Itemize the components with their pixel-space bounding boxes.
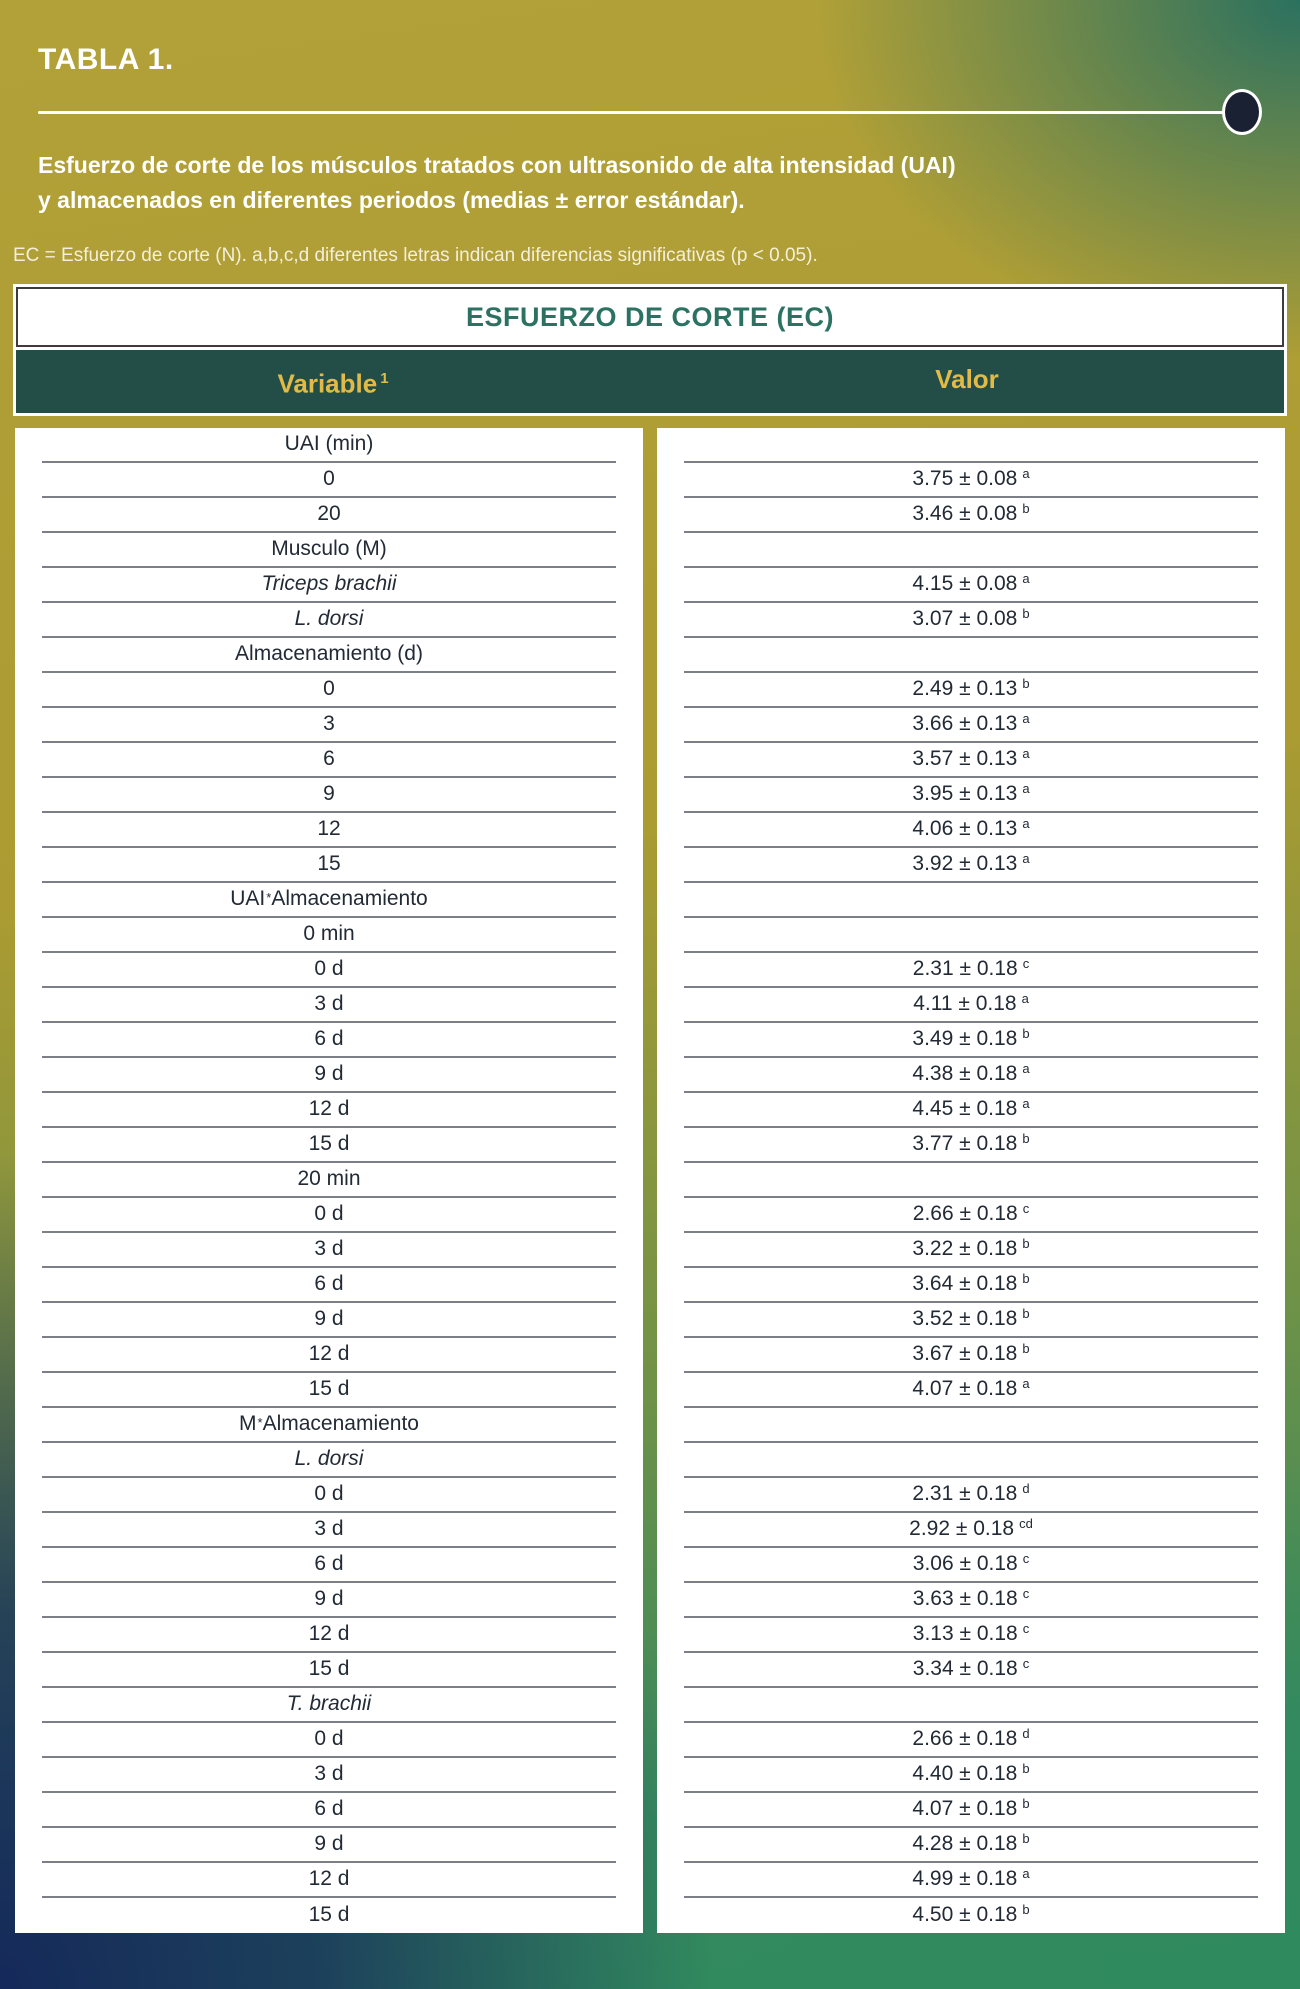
significance-letter: a	[1021, 990, 1029, 1006]
variable-cell: 15 d	[308, 1903, 350, 1927]
value-cell: 3.34 ± 0.18 c	[684, 1653, 1258, 1688]
variable-cell: Almacenamiento (d)	[42, 638, 616, 673]
significance-letter: d	[1022, 1725, 1030, 1741]
table-header-box	[13, 284, 1287, 416]
table-label: TABLA 1.	[38, 43, 174, 76]
variable-cell: 12 d	[42, 1093, 616, 1128]
value-cell: 4.40 ± 0.18 b	[684, 1758, 1258, 1793]
variable-cell: 9 d	[42, 1583, 616, 1618]
variable-cell: 6 d	[42, 1548, 616, 1583]
value-cell: 3.67 ± 0.18 b	[684, 1338, 1258, 1373]
variable-cell: 9 d	[42, 1058, 616, 1093]
variable-cell: M * Almacenamiento	[42, 1408, 616, 1443]
significance-letter: c	[1022, 1200, 1030, 1216]
variable-cell: 6	[42, 743, 616, 778]
significance-letter: a	[1022, 465, 1030, 481]
significance-letter: b	[1022, 605, 1030, 621]
value-cell: 3.77 ± 0.18 b	[684, 1128, 1258, 1163]
value-cell: 4.28 ± 0.18 b	[684, 1828, 1258, 1863]
table-body	[15, 428, 1285, 1933]
header-rule	[38, 89, 1262, 135]
significance-letter: b	[1022, 1025, 1030, 1041]
value-cell: 3.46 ± 0.08 b	[684, 498, 1258, 533]
variable-cell: 3 d	[42, 1233, 616, 1268]
significance-letter: b	[1022, 1760, 1030, 1776]
significance-letter: a	[1022, 1095, 1030, 1111]
value-cell: 2.31 ± 0.18 d	[684, 1478, 1258, 1513]
value-cell: 4.07 ± 0.18 b	[684, 1793, 1258, 1828]
significance-letter: c	[1022, 1655, 1030, 1671]
significance-letter: a	[1022, 570, 1030, 586]
table-title: ESFUERZO DE CORTE (EC)	[16, 287, 1284, 347]
significance-letter: a	[1022, 1375, 1030, 1391]
value-panel	[657, 428, 1285, 1933]
value-cell: 3.66 ± 0.13 a	[684, 708, 1258, 743]
significance-letter: b	[1022, 1340, 1030, 1356]
value-cell: 3.75 ± 0.08 a	[684, 463, 1258, 498]
variable-cell: L. dorsi	[42, 603, 616, 638]
variable-cell: UAI (min)	[42, 428, 616, 463]
variable-cell: L. dorsi	[42, 1443, 616, 1478]
variable-cell: 6 d	[42, 1023, 616, 1058]
significance-letter: c	[1022, 1620, 1030, 1636]
significance-letter: a	[1022, 1060, 1030, 1076]
value-cell: 4.07 ± 0.18 a	[684, 1373, 1258, 1408]
significance-letter: b	[1022, 1270, 1030, 1286]
variable-cell: 12 d	[42, 1863, 616, 1898]
variable-cell: 3 d	[42, 1513, 616, 1548]
significance-letter: a	[1022, 710, 1030, 726]
value-cell	[684, 1443, 1258, 1478]
variable-cell: T. brachii	[42, 1688, 616, 1723]
footnote: EC = Esfuerzo de corte (N). a,b,c,d diferentes letras indican diferencias significativas (p < 0.05).	[13, 245, 818, 266]
significance-letter: a	[1022, 780, 1030, 796]
asterisk-superscript: *	[257, 1414, 263, 1430]
significance-letter: a	[1022, 1865, 1030, 1881]
value-cell: 3.07 ± 0.08 b	[684, 603, 1258, 638]
value-cell: 3.49 ± 0.18 b	[684, 1023, 1258, 1058]
variable-cell: 9 d	[42, 1828, 616, 1863]
value-cell: 3.52 ± 0.18 b	[684, 1303, 1258, 1338]
variable-cell: 12	[42, 813, 616, 848]
significance-letter: a	[1022, 815, 1030, 831]
variable-cell: 0 d	[42, 1198, 616, 1233]
variable-cell: 15	[42, 848, 616, 883]
value-cell: 3.95 ± 0.13 a	[684, 778, 1258, 813]
value-cell: 4.99 ± 0.18 a	[684, 1863, 1258, 1898]
value-cell: 2.92 ± 0.18 cd	[684, 1513, 1258, 1548]
significance-letter: c	[1022, 1550, 1030, 1566]
significance-letter: b	[1022, 1235, 1030, 1251]
variable-cell: 15 d	[42, 1653, 616, 1688]
divider-line	[38, 111, 1224, 114]
column-header-variable	[16, 350, 650, 413]
variable-cell: 15 d	[42, 1128, 616, 1163]
variable-cell: Triceps brachii	[42, 568, 616, 603]
significance-letter: b	[1022, 1305, 1030, 1321]
significance-letter: b	[1022, 500, 1030, 516]
significance-letter: b	[1022, 1130, 1030, 1146]
variable-cell: 12 d	[42, 1338, 616, 1373]
value-cell: 3.63 ± 0.18 c	[684, 1583, 1258, 1618]
value-cell: 4.11 ± 0.18 a	[684, 988, 1258, 1023]
variable-cell: 15 d	[42, 1373, 616, 1408]
significance-letter: c	[1022, 955, 1030, 971]
significance-letter: a	[1022, 745, 1030, 761]
value-cell: 3.57 ± 0.13 a	[684, 743, 1258, 778]
value-cell: 3.64 ± 0.18 b	[684, 1268, 1258, 1303]
variable-cell: 9	[42, 778, 616, 813]
variable-cell: 20 min	[42, 1163, 616, 1198]
value-cell	[684, 428, 1258, 463]
value-cell	[684, 918, 1258, 953]
value-cell: 3.22 ± 0.18 b	[684, 1233, 1258, 1268]
variable-cell: 3 d	[42, 1758, 616, 1793]
value-cell: 4.06 ± 0.13 a	[684, 813, 1258, 848]
variable-cell: Musculo (M)	[42, 533, 616, 568]
variable-cell: 3 d	[42, 988, 616, 1023]
variable-cell: 0 d	[42, 1478, 616, 1513]
significance-letter: b	[1022, 1795, 1030, 1811]
significance-letter: b	[1022, 1901, 1030, 1917]
value-cell	[684, 1688, 1258, 1723]
value-cell: 3.06 ± 0.18 c	[684, 1548, 1258, 1583]
column-header-valor	[650, 350, 1284, 413]
table-caption	[38, 148, 1262, 218]
variable-cell: 6 d	[42, 1268, 616, 1303]
accent-dot-icon	[1222, 89, 1262, 135]
value-cell: 2.31 ± 0.18 c	[684, 953, 1258, 988]
value-cell	[684, 638, 1258, 673]
variable-panel	[15, 428, 643, 1933]
variable-cell: 0 d	[42, 953, 616, 988]
value-cell: 2.66 ± 0.18 d	[684, 1723, 1258, 1758]
significance-letter: b	[1022, 675, 1030, 691]
caption-line-2: y almacenados en diferentes periodos (medias ± error estándar).	[38, 187, 745, 213]
value-cell: 4.50 ± 0.18 b	[912, 1901, 1030, 1927]
caption-line-1: Esfuerzo de corte de los músculos tratados con ultrasonido de alta intensidad (UAI)	[38, 152, 956, 178]
value-cell	[684, 883, 1258, 918]
value-cell: 3.13 ± 0.18 c	[684, 1618, 1258, 1653]
column-header-variable-superscript: 1	[380, 370, 389, 387]
variable-cell: 0	[42, 463, 616, 498]
variable-cell: 0	[42, 673, 616, 708]
value-cell	[684, 1408, 1258, 1443]
variable-cell: 3	[42, 708, 616, 743]
value-cell: 4.45 ± 0.18 a	[684, 1093, 1258, 1128]
variable-cell: 12 d	[42, 1618, 616, 1653]
variable-cell: 9 d	[42, 1303, 616, 1338]
value-cell	[684, 1163, 1258, 1198]
variable-cell: UAI * Almacenamiento	[42, 883, 616, 918]
asterisk-superscript: *	[266, 889, 272, 905]
value-cell: 2.66 ± 0.18 c	[684, 1198, 1258, 1233]
column-header-variable-label: Variable	[277, 368, 378, 399]
significance-letter: cd	[1019, 1515, 1033, 1531]
value-cell: 3.92 ± 0.13 a	[684, 848, 1258, 883]
value-cell: 4.38 ± 0.18 a	[684, 1058, 1258, 1093]
column-header-valor-label: Valor	[935, 364, 999, 394]
significance-letter: c	[1022, 1585, 1030, 1601]
variable-cell: 0 min	[42, 918, 616, 953]
variable-cell: 0 d	[42, 1723, 616, 1758]
significance-letter: d	[1022, 1480, 1030, 1496]
variable-cell: 20	[42, 498, 616, 533]
value-cell: 2.49 ± 0.13 b	[684, 673, 1258, 708]
column-header-band	[16, 350, 1284, 413]
significance-letter: a	[1022, 850, 1030, 866]
value-cell	[684, 533, 1258, 568]
variable-cell: 6 d	[42, 1793, 616, 1828]
value-cell: 4.15 ± 0.08 a	[684, 568, 1258, 603]
significance-letter: b	[1022, 1830, 1030, 1846]
header	[0, 0, 1300, 267]
